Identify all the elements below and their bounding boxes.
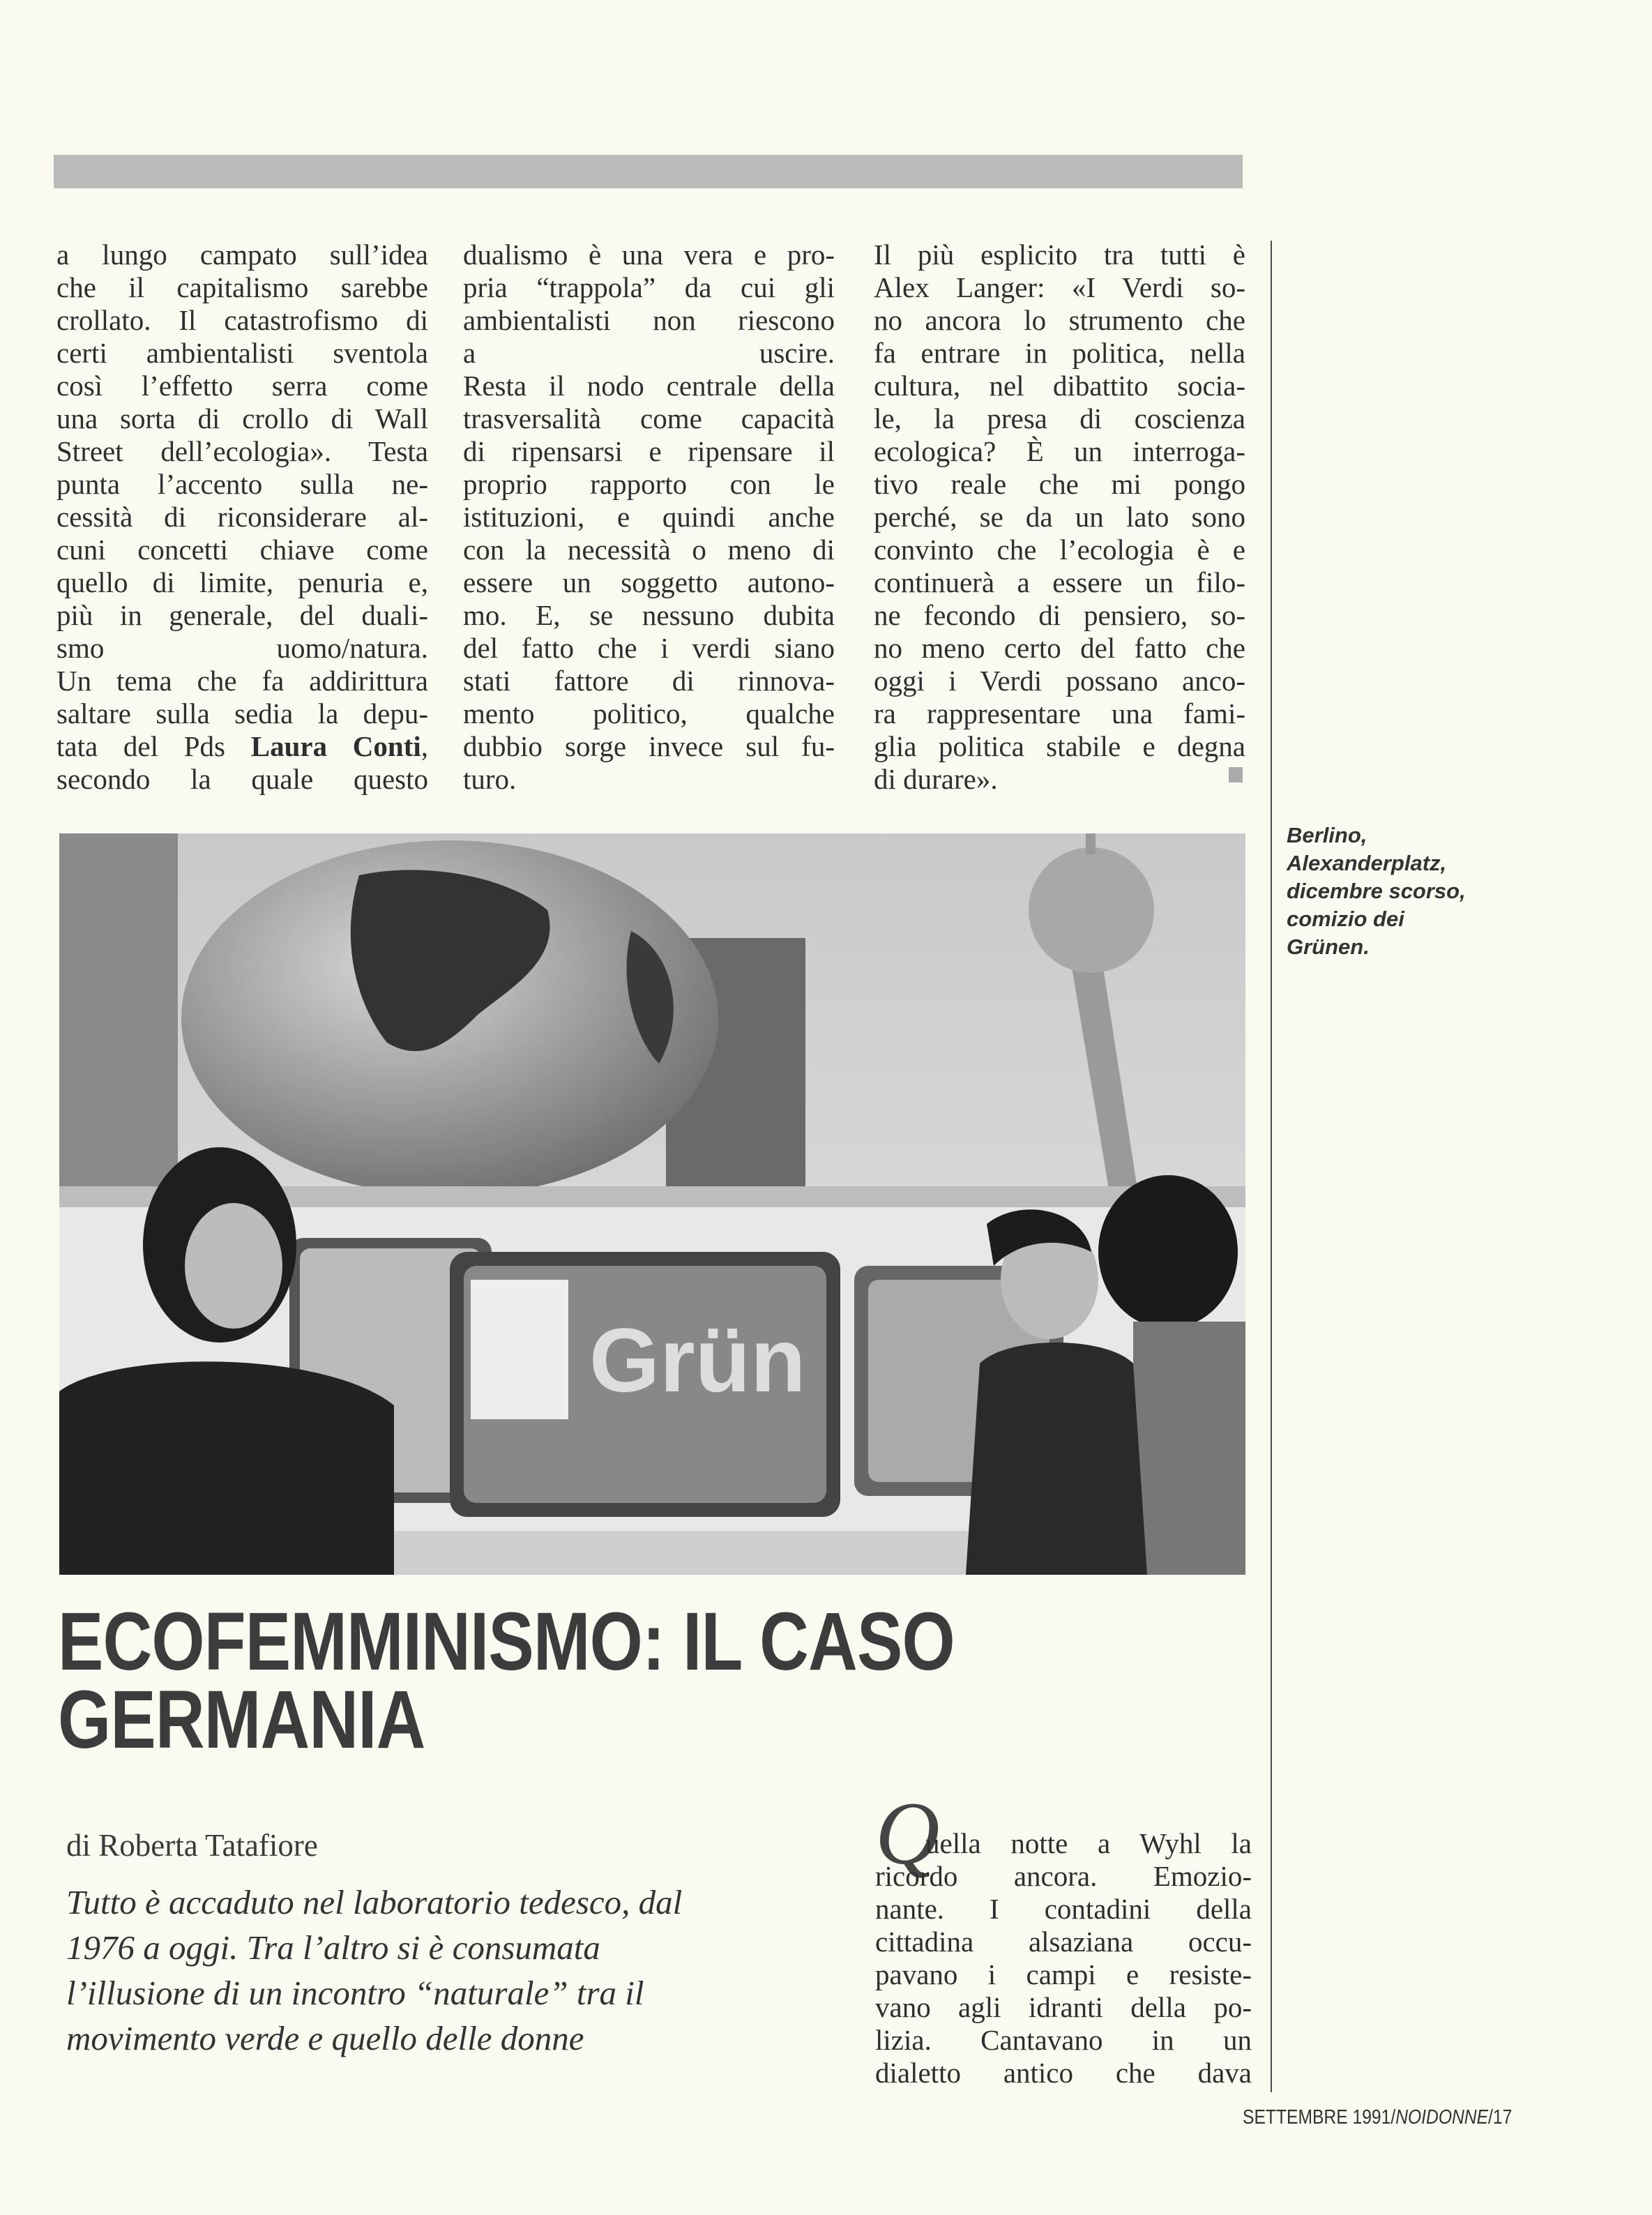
text-line: a lungo campato sull’idea — [56, 239, 428, 271]
caption-line: comizio dei — [1287, 907, 1404, 931]
text-line: proprio rapporto con le — [463, 468, 835, 500]
end-of-article-mark — [1229, 767, 1243, 783]
text-line: dialetto antico che dava — [875, 2057, 1252, 2089]
text-line: di durare». — [874, 763, 998, 795]
text-line: quello di limite, penuria e, — [56, 566, 428, 598]
text-line: pria “trappola” da cui gli — [463, 271, 835, 303]
text-line: essere un soggetto autono- — [463, 566, 835, 598]
text-line: cultura, nel dibattito socia- — [874, 370, 1245, 402]
text: , — [420, 730, 428, 762]
photo-alexanderplatz-rally — [59, 833, 1245, 1575]
text-line: tivo reale che mi pongo — [874, 468, 1245, 500]
text-line: mento politico, qualche — [463, 697, 835, 729]
text-line: certi ambientalisti sventola — [56, 337, 428, 369]
text-line: di ripensarsi e ripensare il — [463, 435, 835, 467]
text-line: così l’effetto serra come — [56, 370, 428, 402]
text-line — [56, 730, 428, 763]
people-right — [966, 1175, 1245, 1575]
text-line: cessità di riconsiderare al- — [56, 501, 428, 533]
text-line: oggi i Verdi possano anco- — [874, 665, 1245, 697]
text-line: crollato. Il catastrofismo di — [56, 304, 428, 336]
text-line: Alex Langer: «I Verdi so- — [874, 271, 1245, 303]
page-footer — [1243, 2106, 1512, 2129]
body-column-3 — [874, 239, 1245, 796]
article-headline — [58, 1596, 955, 1766]
text-line: lizia. Cantavano in un — [875, 2024, 1252, 2056]
text-line: convinto che l’ecologia è e — [874, 534, 1245, 566]
article-lead — [66, 1880, 764, 2061]
text-line: secondo la quale questo — [56, 763, 428, 795]
text-line: continuerà a essere un filo- — [874, 566, 1245, 598]
building-left — [59, 833, 178, 1224]
text-line: smo uomo/natura. — [56, 632, 428, 664]
text-line: una sorta di crollo di Wall — [56, 402, 428, 434]
drop-cap: Q — [875, 1784, 940, 1883]
text-line: punta l’accento sulla ne- — [56, 468, 428, 500]
photo-caption — [1287, 822, 1496, 961]
column-divider — [1271, 241, 1272, 2092]
lead-line: Tutto è accaduto nel laboratorio tedesco, dal — [66, 1883, 683, 1921]
text-line: le, la presa di coscienza — [874, 402, 1245, 434]
text-line: cittadina alsaziana occu- — [875, 1926, 1252, 1958]
text-line: vano agli idranti della po- — [875, 1991, 1252, 2023]
text-line: Un tema che fa addirittura — [56, 665, 428, 697]
text-line: Resta il nodo centrale della — [463, 370, 835, 402]
text-line: uella notte a Wyhl la — [925, 1827, 1252, 1859]
text-line: Il più esplicito tra tutti è — [874, 239, 1245, 271]
caption-line: Grünen. — [1287, 935, 1370, 959]
text-line: turo. — [463, 763, 517, 795]
headline-line: GERMANIA — [58, 1674, 425, 1766]
text-line: mo. E, se nessuno dubita — [463, 599, 835, 631]
article-body-start — [875, 1827, 1252, 2089]
caption-line: Alexanderplatz, — [1287, 851, 1447, 875]
text-line: no ancora lo strumento che — [874, 304, 1245, 336]
lead-line: movimento verde e quello delle donne — [66, 2019, 584, 2057]
text-line: saltare sulla sedia la depu- — [56, 697, 428, 729]
body-column-1 — [56, 239, 428, 796]
person-name-bold: Laura Conti — [250, 730, 421, 762]
text-line: nante. I contadini della — [875, 1893, 1252, 1925]
text-line: fa entrare in politica, nella — [874, 337, 1245, 369]
text-line: stati fattore di rinnova- — [463, 665, 835, 697]
text-line: più in generale, del duali- — [56, 599, 428, 631]
text-line: dubbio sorge invece sul fu- — [463, 730, 835, 762]
text-line: che il capitalismo sarebbe — [56, 271, 428, 303]
text-line: ne fecondo di pensiero, so- — [874, 599, 1245, 631]
lead-line: 1976 a oggi. Tra l’altro si è consumata — [66, 1928, 600, 1967]
text-line: dualismo è una vera e pro- — [463, 239, 835, 271]
section-header-bar — [54, 155, 1243, 188]
text-line: trasversalità come capacità — [463, 402, 835, 434]
text-line: del fatto che i verdi siano — [463, 632, 835, 664]
text-line: glia politica stabile e degna — [874, 730, 1245, 762]
text-line: con la necessità o meno di — [463, 534, 835, 566]
text-line: ambientalisti non riescono — [463, 304, 835, 336]
text: tata del Pds — [56, 730, 251, 762]
text-line: pavano i campi e resiste- — [875, 1958, 1252, 1990]
caption-line: Berlino, — [1287, 823, 1367, 847]
text-line: ricordo ancora. Emozio- — [875, 1860, 1252, 1892]
lead-line: l’illusione di un incontro “naturale” tra il — [66, 1974, 644, 2012]
poster — [471, 1280, 568, 1419]
text-line: a uscire. — [463, 337, 835, 369]
text-line: cuni concetti chiave come — [56, 534, 428, 566]
footer-page-number: /17 — [1488, 2106, 1513, 2129]
byline: di Roberta Tatafiore — [66, 1828, 318, 1863]
bus-sign: Grün — [589, 1309, 806, 1411]
caption-line: dicembre scorso, — [1287, 879, 1466, 903]
text-line: istituzioni, e quindi anche — [463, 501, 835, 533]
body-column-2 — [463, 239, 835, 796]
footer-magazine: NOIDONNE — [1395, 2106, 1489, 2129]
text-line: ra rappresentare una fami- — [874, 697, 1245, 729]
text-line: ecologica? È un interroga- — [874, 435, 1245, 467]
text-line: no meno certo del fatto che — [874, 632, 1245, 664]
footer-date: SETTEMBRE 1991/ — [1243, 2106, 1396, 2129]
text-line: perché, se da un lato sono — [874, 501, 1245, 533]
text-line: Street dell’ecologia». Testa — [56, 435, 428, 467]
inflatable-globe — [181, 840, 718, 1196]
headline-line: ECOFEMMINISMO: IL CASO — [58, 1596, 955, 1688]
